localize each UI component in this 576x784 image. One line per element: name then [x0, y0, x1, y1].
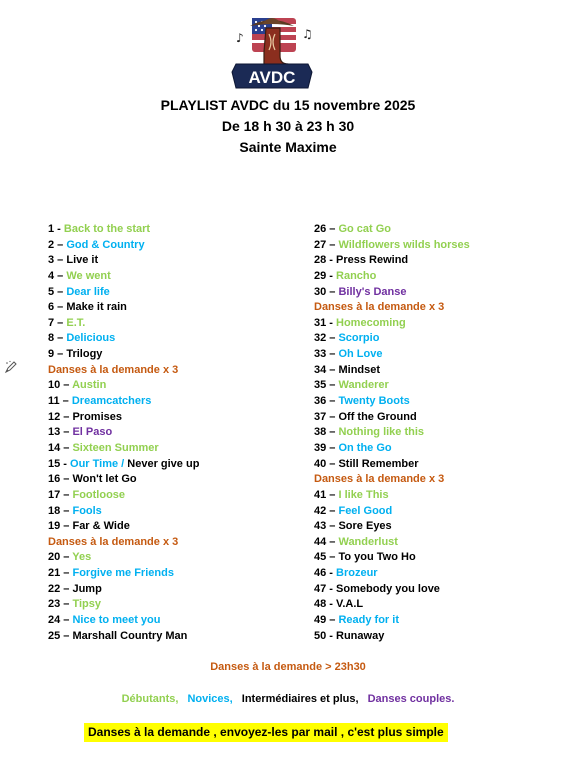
legend-intermediate: Intermédiaires et plus, [241, 693, 359, 705]
track-row [314, 363, 470, 379]
track-row [314, 285, 470, 301]
track-number: 2 – [48, 238, 67, 251]
track-row [314, 566, 470, 582]
track-number: 31 - [314, 316, 337, 329]
track-row [48, 410, 199, 426]
track-row [48, 504, 199, 520]
track-row [48, 613, 199, 629]
track-number: 22 – [48, 582, 73, 595]
track-title: V.A.L [336, 598, 364, 611]
track-row [48, 238, 199, 254]
track-number: 14 – [48, 441, 73, 454]
track-number: 10 – [48, 379, 73, 392]
track-number: 34 – [314, 363, 339, 376]
track-row [48, 222, 199, 238]
level-legend [0, 693, 576, 705]
track-row [48, 488, 199, 504]
track-row [48, 425, 199, 441]
track-title: Wildflowers wilds horses [338, 238, 470, 251]
track-number: 3 – [48, 254, 67, 267]
playlist-column-left [48, 222, 199, 644]
track-row [314, 488, 470, 504]
track-row [314, 425, 470, 441]
request-break-label: Danses à la demande x 3 [314, 473, 445, 486]
playlist-time: De 18 h 30 à 23 h 30 [221, 118, 355, 134]
track-number: 37 – [314, 410, 339, 423]
track-number: 7 – [48, 316, 67, 329]
track-title: Forgive me Friends [72, 567, 174, 580]
track-row [48, 316, 199, 332]
track-title-alt: Never give up [124, 457, 200, 470]
track-number: 25 – [48, 629, 73, 642]
track-number: 40 – [314, 457, 339, 470]
track-row [314, 269, 470, 285]
track-title: El Paso [72, 426, 113, 439]
track-number: 32 – [314, 332, 339, 345]
track-title: Promises [72, 410, 122, 423]
track-title: Our Time / [70, 457, 125, 470]
track-title: Live it [66, 254, 99, 267]
legend-beginner: Débutants, [121, 693, 179, 705]
track-row [314, 331, 470, 347]
track-row [314, 347, 470, 363]
track-row [314, 394, 470, 410]
track-row [48, 582, 199, 598]
track-row [48, 457, 199, 473]
track-title: Wanderlust [338, 535, 398, 548]
track-row [48, 253, 199, 269]
track-title: On the Go [338, 441, 392, 454]
track-title: Brozeur [336, 567, 378, 580]
track-title: Won't let Go [72, 473, 137, 486]
request-break-label: Danses à la demande x 3 [48, 363, 179, 376]
track-title: Rancho [336, 269, 377, 282]
svg-text:♪: ♪ [236, 31, 244, 45]
track-row [48, 269, 199, 285]
track-number: 48 - [314, 598, 337, 611]
track-row [314, 519, 470, 535]
track-row [314, 629, 470, 645]
track-number: 42 – [314, 504, 339, 517]
track-row [48, 331, 199, 347]
track-title: Sixteen Summer [72, 441, 159, 454]
playlist-title: PLAYLIST AVDC du 15 novembre 2025 [160, 97, 416, 113]
track-title: Wanderer [338, 379, 389, 392]
request-break-label: Danses à la demande x 3 [314, 301, 445, 314]
track-number: 24 – [48, 614, 73, 627]
track-title: Runaway [336, 629, 385, 642]
svg-text:♫: ♫ [302, 27, 313, 41]
track-title: Fools [72, 504, 102, 517]
legend-couples: Danses couples. [367, 693, 455, 705]
track-row [314, 238, 470, 254]
track-title: Ready for it [338, 614, 399, 627]
track-number: 49 – [314, 614, 339, 627]
playlist-column-right [314, 222, 470, 644]
track-row [314, 316, 470, 332]
track-row [48, 347, 199, 363]
track-row [314, 550, 470, 566]
track-title: We went [66, 269, 111, 282]
request-break-row [48, 535, 199, 551]
track-number: 43 – [314, 520, 339, 533]
track-row [48, 378, 199, 394]
request-break-row [314, 300, 470, 316]
request-break-row [314, 472, 470, 488]
track-row [314, 582, 470, 598]
track-number: 35 – [314, 379, 339, 392]
track-title: Somebody you love [336, 582, 440, 595]
track-number: 12 – [48, 410, 73, 423]
track-number: 16 – [48, 473, 73, 486]
track-row [314, 457, 470, 473]
track-number: 8 – [48, 332, 67, 345]
track-number: 5 – [48, 285, 67, 298]
late-request-note: Danses à la demande > 23h30 [210, 661, 366, 673]
track-number: 15 - [48, 457, 71, 470]
track-title: God & Country [66, 238, 145, 251]
playlist-header [0, 95, 576, 158]
edit-pen-icon [4, 360, 18, 374]
track-row [314, 613, 470, 629]
track-title: Trilogy [66, 348, 103, 361]
track-row [314, 441, 470, 457]
track-row [48, 300, 199, 316]
track-number: 45 – [314, 551, 339, 564]
request-break-row [48, 363, 199, 379]
track-title: Scorpio [338, 332, 380, 345]
track-number: 33 – [314, 348, 339, 361]
track-number: 23 – [48, 598, 73, 611]
track-title: Mindset [338, 363, 381, 376]
track-title: Jump [72, 582, 102, 595]
track-row [314, 378, 470, 394]
avdc-logo [222, 12, 322, 92]
track-title: Yes [72, 551, 92, 564]
track-row [314, 504, 470, 520]
track-number: 38 – [314, 426, 339, 439]
track-number: 1 - [48, 223, 64, 235]
track-title: Homecoming [336, 316, 406, 329]
track-title: Footloose [72, 488, 126, 501]
track-number: 50 - [314, 629, 337, 642]
email-request-notice: Danses à la demande , envoyez-les par mail , c'est plus simple [84, 723, 448, 742]
track-title: I like This [338, 488, 389, 501]
track-row [48, 285, 199, 301]
track-title: Go cat Go [338, 223, 392, 235]
track-row [314, 222, 470, 238]
track-number: 4 – [48, 269, 67, 282]
track-number: 13 – [48, 426, 73, 439]
track-title: Nice to meet you [72, 614, 161, 627]
track-number: 9 – [48, 348, 67, 361]
track-row [314, 253, 470, 269]
logo-text: AVDC [248, 68, 296, 87]
track-title: Marshall Country Man [72, 629, 188, 642]
legend-novice: Novices, [187, 693, 233, 705]
track-row [48, 566, 199, 582]
track-row [48, 550, 199, 566]
track-row [48, 597, 199, 613]
track-number: 6 – [48, 301, 67, 314]
track-number: 21 – [48, 567, 73, 580]
track-number: 19 – [48, 520, 73, 533]
track-number: 41 – [314, 488, 339, 501]
track-row [48, 472, 199, 488]
track-title: Make it rain [66, 301, 127, 314]
track-title: Delicious [66, 332, 116, 345]
track-number: 20 – [48, 551, 73, 564]
track-number: 11 – [48, 395, 72, 408]
track-number: 47 - [314, 582, 337, 595]
track-row [48, 519, 199, 535]
track-number: 26 – [314, 223, 339, 235]
track-title: Far & Wide [72, 520, 130, 533]
track-title: Billy's Danse [338, 285, 407, 298]
track-number: 18 – [48, 504, 73, 517]
track-title: Press Rewind [336, 254, 409, 267]
track-row [48, 394, 199, 410]
track-title: Still Remember [338, 457, 419, 470]
track-row [314, 410, 470, 426]
track-title: Sore Eyes [338, 520, 392, 533]
track-title: To you Two Ho [338, 551, 416, 564]
track-title: Oh Love [338, 348, 383, 361]
request-break-label: Danses à la demande x 3 [48, 535, 179, 548]
playlist-location: Sainte Maxime [239, 139, 337, 155]
track-number: 27 – [314, 238, 339, 251]
track-title: Austin [72, 379, 107, 392]
track-number: 17 – [48, 488, 73, 501]
track-row [314, 597, 470, 613]
track-number: 36 – [314, 395, 339, 408]
track-number: 44 – [314, 535, 339, 548]
track-title: Tipsy [72, 598, 101, 611]
track-title: E.T. [66, 316, 86, 329]
track-title: Off the Ground [338, 410, 417, 423]
track-number: 39 – [314, 441, 339, 454]
track-number: 29 - [314, 269, 337, 282]
track-row [48, 629, 199, 645]
track-title: Dear life [66, 285, 110, 298]
track-title: Feel Good [338, 504, 393, 517]
track-number: 28 - [314, 254, 337, 267]
track-number: 46 - [314, 567, 337, 580]
track-row [48, 441, 199, 457]
track-number: 30 – [314, 285, 339, 298]
track-title: Back to the start [63, 223, 151, 235]
track-title: Twenty Boots [338, 395, 410, 408]
track-title: Nothing like this [338, 426, 425, 439]
track-row [314, 535, 470, 551]
track-title: Dreamcatchers [71, 395, 152, 408]
